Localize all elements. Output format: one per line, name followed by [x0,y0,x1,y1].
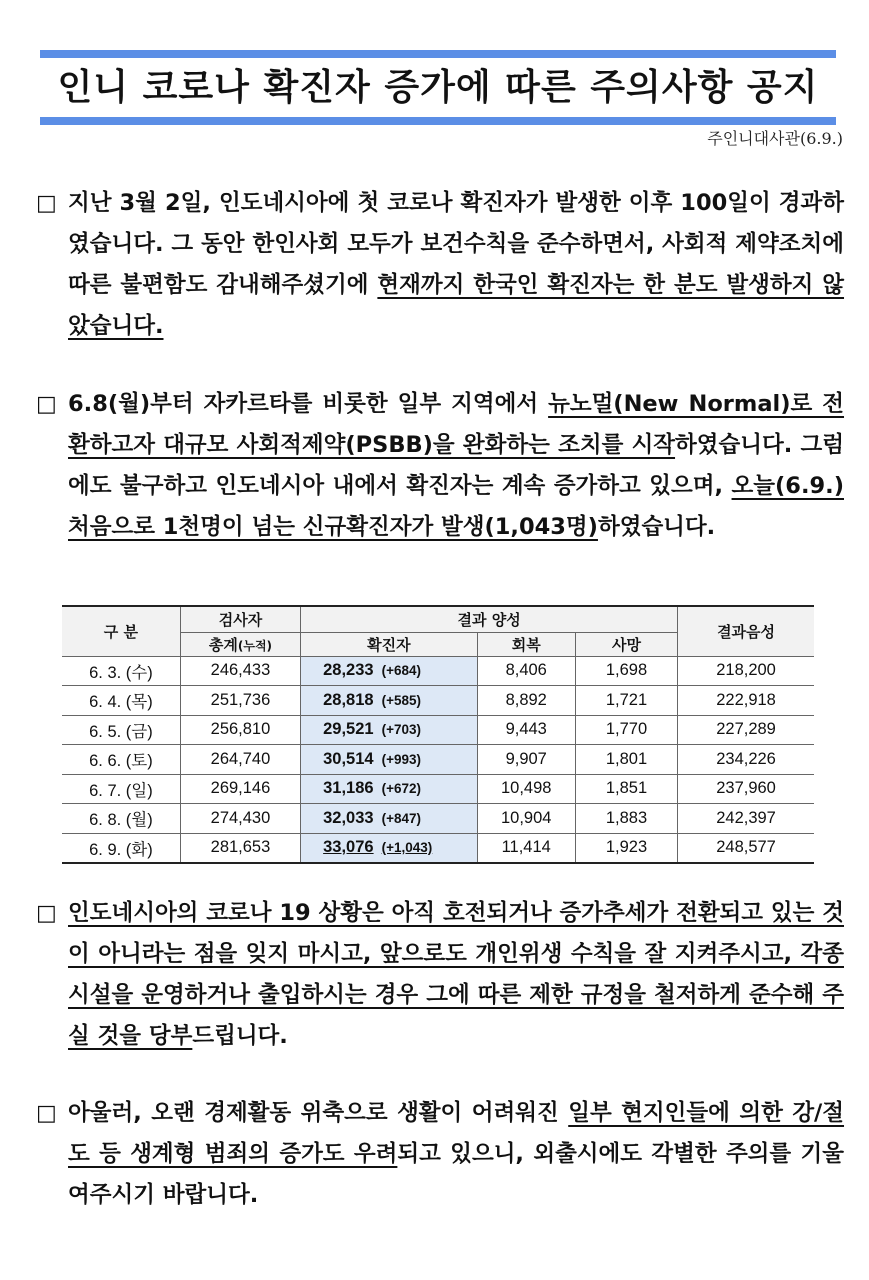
header-tested: 검사자 [180,606,300,632]
confirmed-total: 33,076 [323,838,374,856]
daily-increase: (+703) [381,722,421,738]
table-cell: 222,918 [678,686,814,716]
table-cell: 8,406 [477,656,575,686]
p4-text-a: 아울러, 오랜 경제활동 위축으로 생활이 어려워진 [68,1100,569,1126]
header-tested-total: 총계(누적) [180,632,300,656]
checkbox-bullet-icon: □ [36,392,57,417]
paragraph-hygiene-rules [36,893,844,1057]
table-cell: 1,770 [575,715,677,745]
confirmed-total: 28,233 [323,661,374,680]
header-recovered: 회복 [477,632,575,656]
table-cell: 1,698 [575,656,677,686]
header-positive: 결과 양성 [301,606,678,632]
table-cell [301,686,477,716]
checkbox-bullet-icon: □ [36,901,57,926]
confirmed-total: 31,186 [323,779,374,798]
table-row [62,804,814,834]
table-cell: 1,923 [575,833,677,863]
p2-text-b: 하였습니다. 그럼에도 불구하고 인도네시아 내에서 확진자는 계속 증가하고 있으며, [68,432,844,499]
table-cell: 10,904 [477,804,575,834]
table-cell: 274,430 [180,804,300,834]
table-cell: 234,226 [678,745,814,775]
table-cell: 269,146 [180,774,300,804]
confirmed-total: 30,514 [323,749,374,768]
paragraph-new-normal [36,384,844,548]
table-row [62,715,814,745]
daily-increase: (+672) [381,781,421,797]
daily-increase: (+585) [381,692,421,708]
header-confirmed: 확진자 [301,632,477,656]
table-row [62,833,814,863]
table-cell: 256,810 [180,715,300,745]
p3-underlined: 인도네시아의 코로나 19 상황은 아직 호전되거나 증가추세가 전환되고 있는 것이 아니라는 점을 잊지 마시고, 앞으로도 개인위생 수칙을 잘 지켜주시고, 각종 시설을 운영하거나 출입하시는 경우 그에 따른 제한 규정을 철저하게 준수해 주실 것을 당부 [68,900,844,1049]
table-cell: 1,721 [575,686,677,716]
table-cell [301,774,477,804]
table-cell: 251,736 [180,686,300,716]
table-cell: 1,883 [575,804,677,834]
daily-increase: (+993) [381,751,421,767]
table-cell: 6. 6. (토) [62,745,180,775]
paragraph-crime-warning [36,1093,844,1216]
header-negative: 결과음성 [678,606,814,656]
header-date: 구 분 [62,606,180,656]
table-cell: 218,200 [678,656,814,686]
title-bar-top [40,50,836,58]
p2-text-a: 6.8(월)부터 자카르타를 비롯한 일부 지역에서 [68,391,549,417]
issuer-date: 주인니대사관(6.9.) [707,129,843,148]
p2-text-c: 하였습니다. [597,514,716,540]
table-row [62,656,814,686]
table-cell: 6. 8. (월) [62,804,180,834]
table-cell: 6. 3. (수) [62,656,180,686]
header-deaths: 사망 [575,632,677,656]
p1-underlined: 현재까지 한국인 확진자는 한 분도 발생하지 않았습니다. [68,272,845,339]
confirmed-total: 28,818 [323,690,374,709]
table-row [62,774,814,804]
table-cell: 242,397 [678,804,814,834]
table-row [62,686,814,716]
table-cell: 11,414 [477,833,575,863]
table-cell: 6. 9. (화) [62,833,180,863]
table-cell: 10,498 [477,774,575,804]
daily-increase: (+684) [381,663,421,679]
table-cell: 248,577 [678,833,814,863]
confirmed-total: 29,521 [323,720,374,739]
page-title: 인니 코로나 확진자 증가에 따른 주의사항 공지 [57,67,819,108]
table-cell: 9,907 [477,745,575,775]
p3-text: 드립니다. [192,1023,288,1049]
table-cell: 8,892 [477,686,575,716]
covid-stats-table [62,605,814,864]
table-cell: 281,653 [180,833,300,863]
checkbox-bullet-icon: □ [36,191,57,216]
checkbox-bullet-icon: □ [36,1101,57,1126]
p4-text-b: 되고 있으니, 외출시에도 각별한 주의를 기울여주시기 바랍니다. [68,1141,844,1208]
table-cell [301,833,477,863]
title-bar-bottom [40,117,836,125]
paragraph-100-days [36,183,844,347]
table-cell: 227,289 [678,715,814,745]
daily-increase: (+1,043) [381,840,433,855]
table-cell: 6. 5. (금) [62,715,180,745]
table-cell: 9,443 [477,715,575,745]
p2-underlined-b: 오늘(6.9.) 처음으로 1천명이 넘는 신규확진자가 발생(1,043명) [68,473,844,540]
confirmed-total: 32,033 [323,808,374,827]
table-cell: 1,851 [575,774,677,804]
table-cell: 6. 7. (일) [62,774,180,804]
table-cell [301,715,477,745]
table-row [62,745,814,775]
table-cell [301,745,477,775]
table-cell: 264,740 [180,745,300,775]
table-cell: 237,960 [678,774,814,804]
p1-text: 지난 3월 2일, 인도네시아에 첫 코로나 확진자가 발생한 이후 100일이 경과하였습니다. 그 동안 한인사회 모두가 보건수칙을 준수하면서, 사회적 제약조치에 따른 불편함도 감내해주셨기에 [68,190,844,298]
table-cell [301,804,477,834]
table-cell: 1,801 [575,745,677,775]
p2-underlined-a: 뉴노멀(New Normal)로 전환하고자 대규모 사회적제약(PSBB)을 완화하는 조치를 시작 [68,391,845,458]
daily-increase: (+847) [381,810,421,826]
p4-underlined: 일부 현지인들에 의한 강/절도 등 생계형 범죄의 증가도 우려 [68,1100,845,1167]
table-cell: 6. 4. (목) [62,686,180,716]
table-cell [301,656,477,686]
table-cell: 246,433 [180,656,300,686]
